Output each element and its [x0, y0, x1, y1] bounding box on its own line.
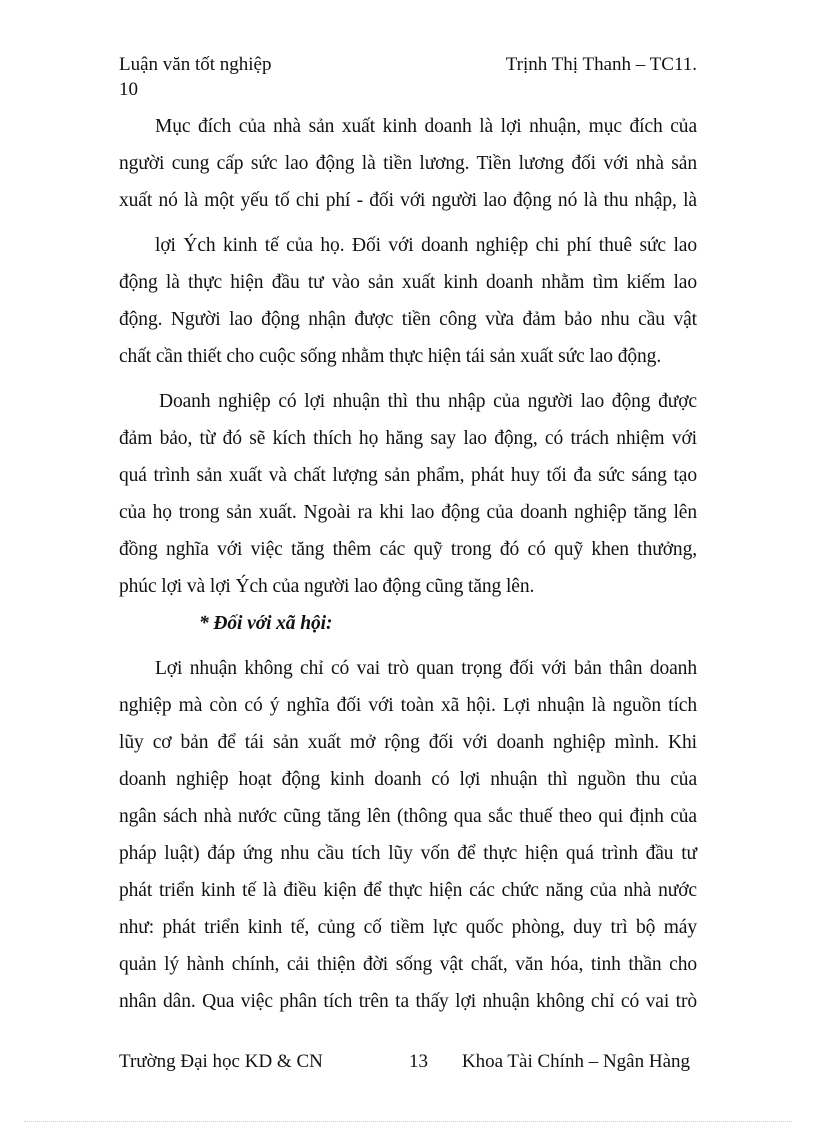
text-line: Mục đích của nhà sản xuất kinh doanh là lợi nhuận, mục đích của: [155, 116, 697, 137]
section-subheading: * Đối với xã hội:: [199, 613, 333, 634]
text-line: lợi Ých kinh tế của họ. Đối với doanh nghiệp chi phí thuê sức lao: [155, 235, 697, 256]
text-line: Doanh nghiệp có lợi nhuận thì thu nhập của người lao động được: [159, 391, 697, 412]
text-line: đảm bảo, từ đó sẽ kích thích họ hăng say lao động, có trách nhiệm với: [119, 428, 697, 449]
text-line: động là thực hiện đầu tư vào sản xuất kinh doanh nhằm tìm kiếm lao: [119, 272, 697, 293]
text-line: phát triển kinh tế là điều kiện để thực hiện các chức năng của nhà nước: [119, 880, 697, 901]
header-left: Luận văn tốt nghiệp: [119, 54, 272, 75]
page-header: [119, 52, 697, 100]
text-line: xuất nó là một yếu tố chi phí - đối với người lao động nó là thu nhập, là: [119, 190, 697, 211]
text-line: động. Người lao động nhận được tiền công vừa đảm bảo nhu cầu vật: [119, 309, 697, 330]
header-right: Trịnh Thị Thanh – TC11.: [505, 54, 697, 75]
footer-page-number: 13: [409, 1051, 428, 1072]
text-line: quá trình sản xuất và chất lượng sản phẩm, phát huy tối đa sức sáng tạo: [119, 465, 697, 486]
text-line: đồng nghĩa với việc tăng thêm các quỹ trong đó có quỹ khen thưởng,: [119, 539, 697, 560]
text-line: ngân sách nhà nước cũng tăng lên (thông qua sắc thuế theo qui định của: [119, 806, 697, 827]
text-line: nhân dân. Qua việc phân tích trên ta thấy lợi nhuận không chỉ có vai trò: [119, 991, 697, 1012]
page-footer: [119, 1049, 690, 1074]
text-line: pháp luật) đáp ứng nhu cầu tích lũy vốn để thực hiện quá trình đầu tư: [119, 843, 697, 864]
footer-right: Khoa Tài Chính – Ngân Hàng: [461, 1051, 690, 1072]
text-line: nghiệp mà còn có ý nghĩa đối với toàn xã hội. Lợi nhuận là nguồn tích: [119, 695, 697, 716]
text-line: Lợi nhuận không chỉ có vai trò quan trọng đối với bản thân doanh: [155, 658, 697, 679]
footer-left: Trường Đại học KD & CN: [119, 1051, 323, 1072]
text-line: quản lý hành chính, cải thiện đời sống vật chất, văn hóa, tinh thần cho: [119, 954, 697, 975]
text-line: người cung cấp sức lao động là tiền lương. Tiền lương đối với nhà sản: [119, 153, 697, 174]
page-bottom-divider: [24, 1121, 792, 1122]
text-line: chất cần thiết cho cuộc sống nhằm thực hiện tái sản xuất sức lao động.: [119, 346, 662, 367]
text-line: doanh nghiệp hoạt động kinh doanh có lợi nhuận thì nguồn thu của: [119, 769, 697, 790]
text-line: phúc lợi và lợi Ých của người lao động cũng tăng lên.: [119, 576, 535, 597]
text-line: của họ trong sản xuất. Ngoài ra khi lao động của doanh nghiệp tăng lên: [119, 502, 697, 523]
text-line: lũy cơ bản để tái sản xuất mở rộng đối với doanh nghiệp mình. Khi: [119, 732, 697, 753]
text-line: như: phát triển kinh tế, củng cố tiềm lực quốc phòng, duy trì bộ máy: [119, 917, 697, 938]
header-page-ref: 10: [119, 79, 138, 100]
document-body: [119, 108, 697, 1020]
